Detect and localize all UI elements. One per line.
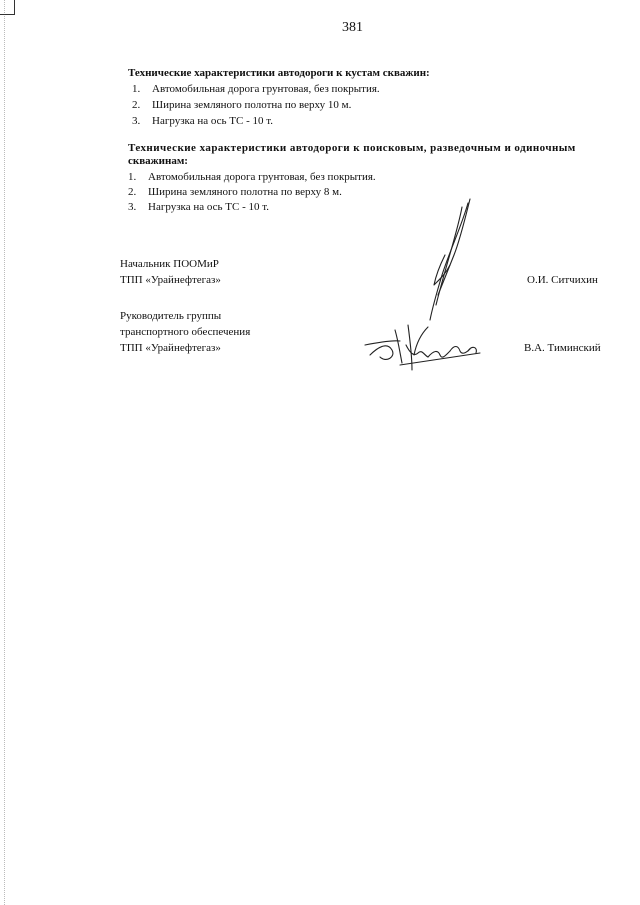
item-text: Ширина земляного полотна по верху 8 м. <box>148 186 342 198</box>
item-number: 2. <box>132 99 141 111</box>
signatory1-name: О.И. Ситчихин <box>527 274 598 286</box>
item-number: 3. <box>128 201 137 213</box>
page-edge-line <box>4 0 6 905</box>
list-item <box>128 186 342 198</box>
item-number: 1. <box>128 171 137 183</box>
section1-title: Технические характеристики автодороги к кустам скважин: <box>128 67 430 79</box>
signatory2-position-line3: ТПП «Урайнефтегаз» <box>120 342 221 354</box>
signatory2-name: В.А. Тиминский <box>524 342 601 354</box>
item-number: 3. <box>132 115 141 127</box>
list-item <box>128 171 376 183</box>
item-number: 1. <box>132 83 141 95</box>
handwritten-signature <box>350 195 510 395</box>
signatory2-position-line2: транспортного обеспечения <box>120 326 251 338</box>
item-text: Автомобильная дорога грунтовая, без покрытия. <box>152 83 380 95</box>
item-text: Нагрузка на ось ТС - 10 т. <box>152 115 273 127</box>
section2-title-line1: Технические характеристики автодороги к поисковым, разведочным и одиночным <box>128 142 576 154</box>
list-item <box>132 115 273 127</box>
signatory1-position-line1: Начальник ПООМиР <box>120 258 219 270</box>
corner-mark <box>0 0 15 15</box>
list-item <box>132 99 351 111</box>
signatory1-position-line2: ТПП «Урайнефтегаз» <box>120 274 221 286</box>
section2-title-line2: скважинам: <box>128 155 188 167</box>
item-text: Автомобильная дорога грунтовая, без покрытия. <box>148 171 376 183</box>
item-text: Нагрузка на ось ТС - 10 т. <box>148 201 269 213</box>
list-item <box>128 201 269 213</box>
item-number: 2. <box>128 186 137 198</box>
item-text: Ширина земляного полотна по верху 10 м. <box>152 99 352 111</box>
list-item <box>132 83 380 95</box>
signatory2-position-line1: Руководитель группы <box>120 310 222 322</box>
page-number: 381 <box>342 20 363 35</box>
